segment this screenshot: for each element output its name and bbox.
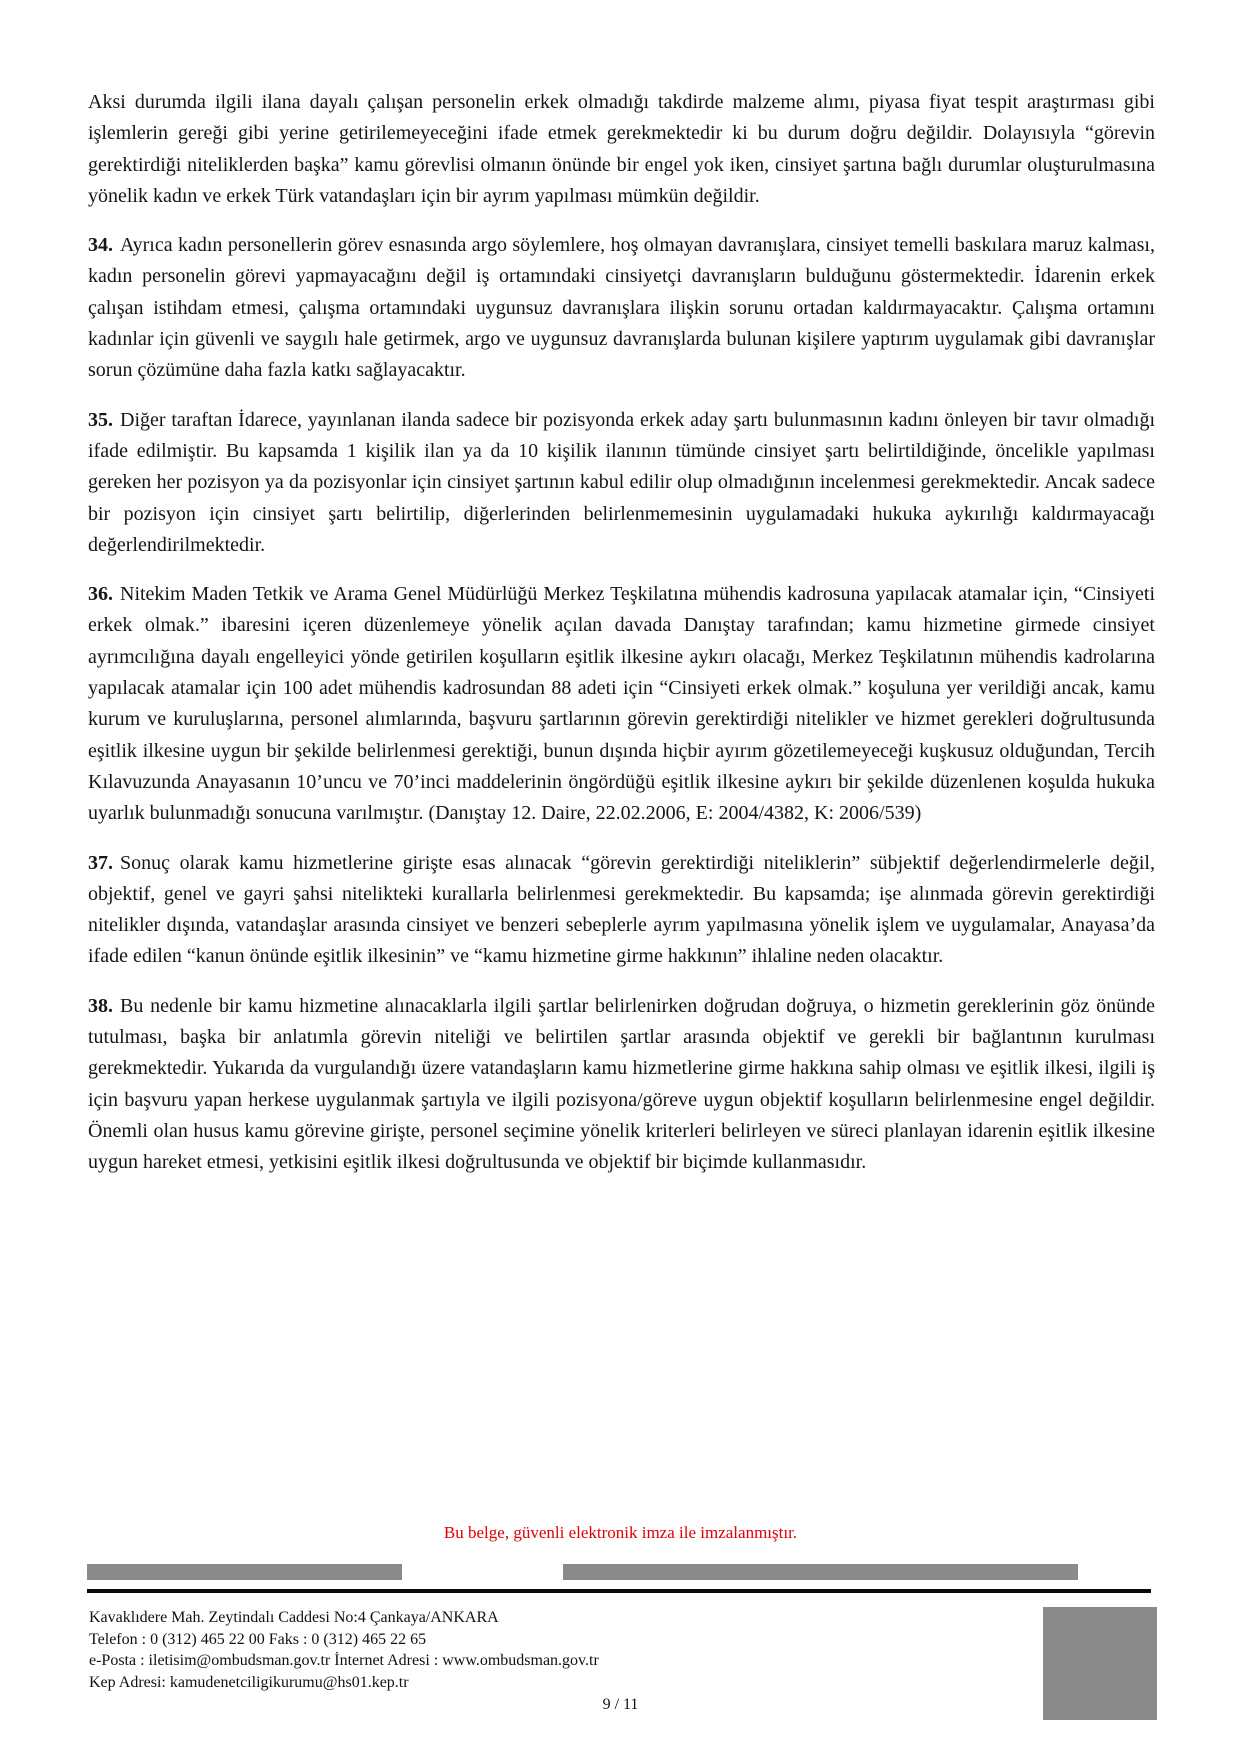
footer-email-line: e-Posta : iletisim@ombudsman.gov.tr İnternet Adresi : www.ombudsman.gov.tr — [89, 1652, 599, 1669]
signature-note: Bu belge, güvenli elektronik imza ile imzalanmıştır. — [443, 1523, 798, 1542]
paragraph-text: Ayrıca kadın personellerin görev esnasında argo söylemlere, hoş olmayan davranışlara, cinsiyet temelli baskılara maruz kalması, kadın personelin görevi yapmayacağını değil iş ortamındaki cinsiyetçi davranışların bulduğunu göstermektedir. İdarenin erkek çalışan istihdam etmesi, çalışma ortamındaki uygunsuz davranışlara ilişkin sorunu ortadan kaldırmayacaktır. Çalışma ortamını kadınlar için güvenli ve saygılı hale getirmek, argo ve uygunsuz davranışlarda bulunan kişilere yaptırım uygulamak gibi davranışlar sorun çözümüne daha fazla katkı sağlayacaktır. — [88, 234, 1155, 382]
footer-address-line: Kavaklıdere Mah. Zeytindalı Caddesi No:4 Çankaya/ANKARA — [89, 1609, 499, 1626]
document-body — [88, 87, 1155, 1197]
paragraph-continuation — [88, 87, 1155, 212]
paragraph-text: Aksi durumda ilgili ilana dayalı çalışan personelin erkek olmadığı takdirde malzeme alımı, piyasa fiyat tespit araştırması gibi işlemlerin gereği gibi yerine getirilemeyeceğini ifade etmek gerekmektedir ki bu durum doğru değildir. Dolayısıyla “görevin gerektirdiği niteliklerden başka” kamu görevlisi olmanın önünde bir engel yok iken, cinsiyet şartına bağlı durumlar oluşturulmasına yönelik kadın ve erkek Türk vatandaşları için bir ayrım yapılması mümkün değildir. — [88, 91, 1155, 207]
page-number: 9 / 11 — [602, 1696, 639, 1713]
paragraph-text: Nitekim Maden Tetkik ve Arama Genel Müdürlüğü Merkez Teşkilatına mühendis kadrosuna yapılacak atamalar için, “Cinsiyeti erkek olmak.” ibaresini içeren düzenlemeye yönelik açılan davada Danıştay tarafından; kamu hizmetine girmede cinsiyet ayrımcılığına dayalı engelleyici yönde getirilen koşulların eşitlik ilkesine aykırı olacağı, Merkez Teşkilatının mühendis kadrolarına yapılacak atamalar için 100 adet mühendis kadrosundan 88 adeti için “Cinsiyeti erkek olmak.” koşuluna yer verildiği ancak, kamu kurum ve kuruluşlarına, personel alımlarında, başvuru şartlarının görevin gerektirdiği nitelikler ve hizmet gerekleri doğrultusunda eşitlik ilkesine uygun bir şekilde belirlenmesi gerektiği, bunun dışında hiçbir ayırım gözetilemeyeceği kuşkusuz olduğundan, Tercih Kılavuzunda Anayasanın 10’uncu ve 70’inci maddelerinin öngördüğü eşitlik ilkesine aykırı bir şekilde düzenlenen koşulda hukuka uyarlık bulunmadığı sonucuna varılmıştır. (Danıştay 12. Daire, 22.02.2006, E: 2004/4382, K: 2006/539) — [88, 583, 1155, 825]
paragraph-36 — [88, 579, 1155, 829]
paragraph-number: 38. — [88, 994, 113, 1017]
signature-bar-left — [87, 1564, 402, 1580]
signature-bar-right — [563, 1564, 1078, 1580]
paragraph-34 — [88, 230, 1155, 386]
paragraph-number: 34. — [88, 234, 113, 257]
paragraph-text: Sonuç olarak kamu hizmetlerine girişte esas alınacak “görevin gerektirdiği niteliklerin” sübjektif değerlendirmelerle değil, objektif, genel ve gayri şahsi nitelikteki kurallarla belirlenmesi gerekmektedir. Bu kapsamda; işe alınmada görevin gerektirdiği nitelikler dışında, vatandaşlar arasında cinsiyet ve benzeri sebeplerle ayrım yapılmasına yönelik işlem ve uygulamalar, Anayasa’da ifade edilen “kanun önünde eşitlik ilkesinin” ve “kamu hizmetine girme hakkının” ihlaline neden olacaktır. — [88, 851, 1155, 968]
footer-kep-line: Kep Adresi: kamudenetciligikurumu@hs01.kep.tr — [89, 1673, 409, 1691]
paragraph-text: Bu nedenle bir kamu hizmetine alınacaklarla ilgili şartlar belirlenirken doğrudan doğruya, o hizmetin gereklerinin göz önünde tutulması, başka bir anlatımla görevin niteliği ve belirtilen şartlar arasında objektif ve gerekli bir bağlantının kurulması gerekmektedir. Yukarıda da vurgulandığı üzere vatandaşların kamu hizmetlerine girme hakkına sahip olması ve eşitlik ilkesi, ilgili iş için başvuru yapan herkese uygulanmak şartıyla ve ilgili pozisyona/göreve uygun objektif koşulların belirlenmesine engel değildir. Önemli olan husus kamu görevine girişte, personel seçimine yönelik kriterleri belirleyen ve süreci planlayan idarenin eşitlik ilkesine uygun hareket etmesi, yetkisini eşitlik ilkesi doğrultusunda ve objektif bir biçimde kullanmasıdır. — [88, 994, 1155, 1174]
paragraph-text: Diğer taraftan İdarece, yayınlanan ilanda sadece bir pozisyonda erkek aday şartı bulunmasının kadını önleyen bir tavır olmadığı ifade edilmiştir. Bu kapsamda 1 kişilik ilan ya da 10 kişilik ilanının tümünde cinsiyet şartı belirtildiğinde, öncelikle yapılması gereken her pozisyon ya da pozisyonlar için cinsiyet şartının kabul edilir olup olmadığının incelenmesi gerekmektedir. Ancak sadece bir pozisyon için cinsiyet şartı belirtilip, diğerlerinden belirlenmemesinin uygulamadaki hukuka aykırılığı kaldırmayacağı değerlendirilmektedir. — [88, 408, 1155, 556]
paragraph-number: 37. — [88, 851, 113, 874]
footer-stamp-box — [1043, 1607, 1157, 1720]
paragraph-38 — [88, 991, 1155, 1179]
paragraph-35 — [88, 405, 1155, 561]
paragraph-number: 36. — [88, 583, 113, 606]
paragraph-37 — [88, 848, 1155, 973]
footer-divider — [87, 1589, 1151, 1593]
footer-phone-line: Telefon : 0 (312) 465 22 00 Faks : 0 (312) 465 22 65 — [89, 1630, 427, 1648]
paragraph-number: 35. — [88, 408, 113, 431]
footer-contact-block — [89, 1607, 989, 1693]
